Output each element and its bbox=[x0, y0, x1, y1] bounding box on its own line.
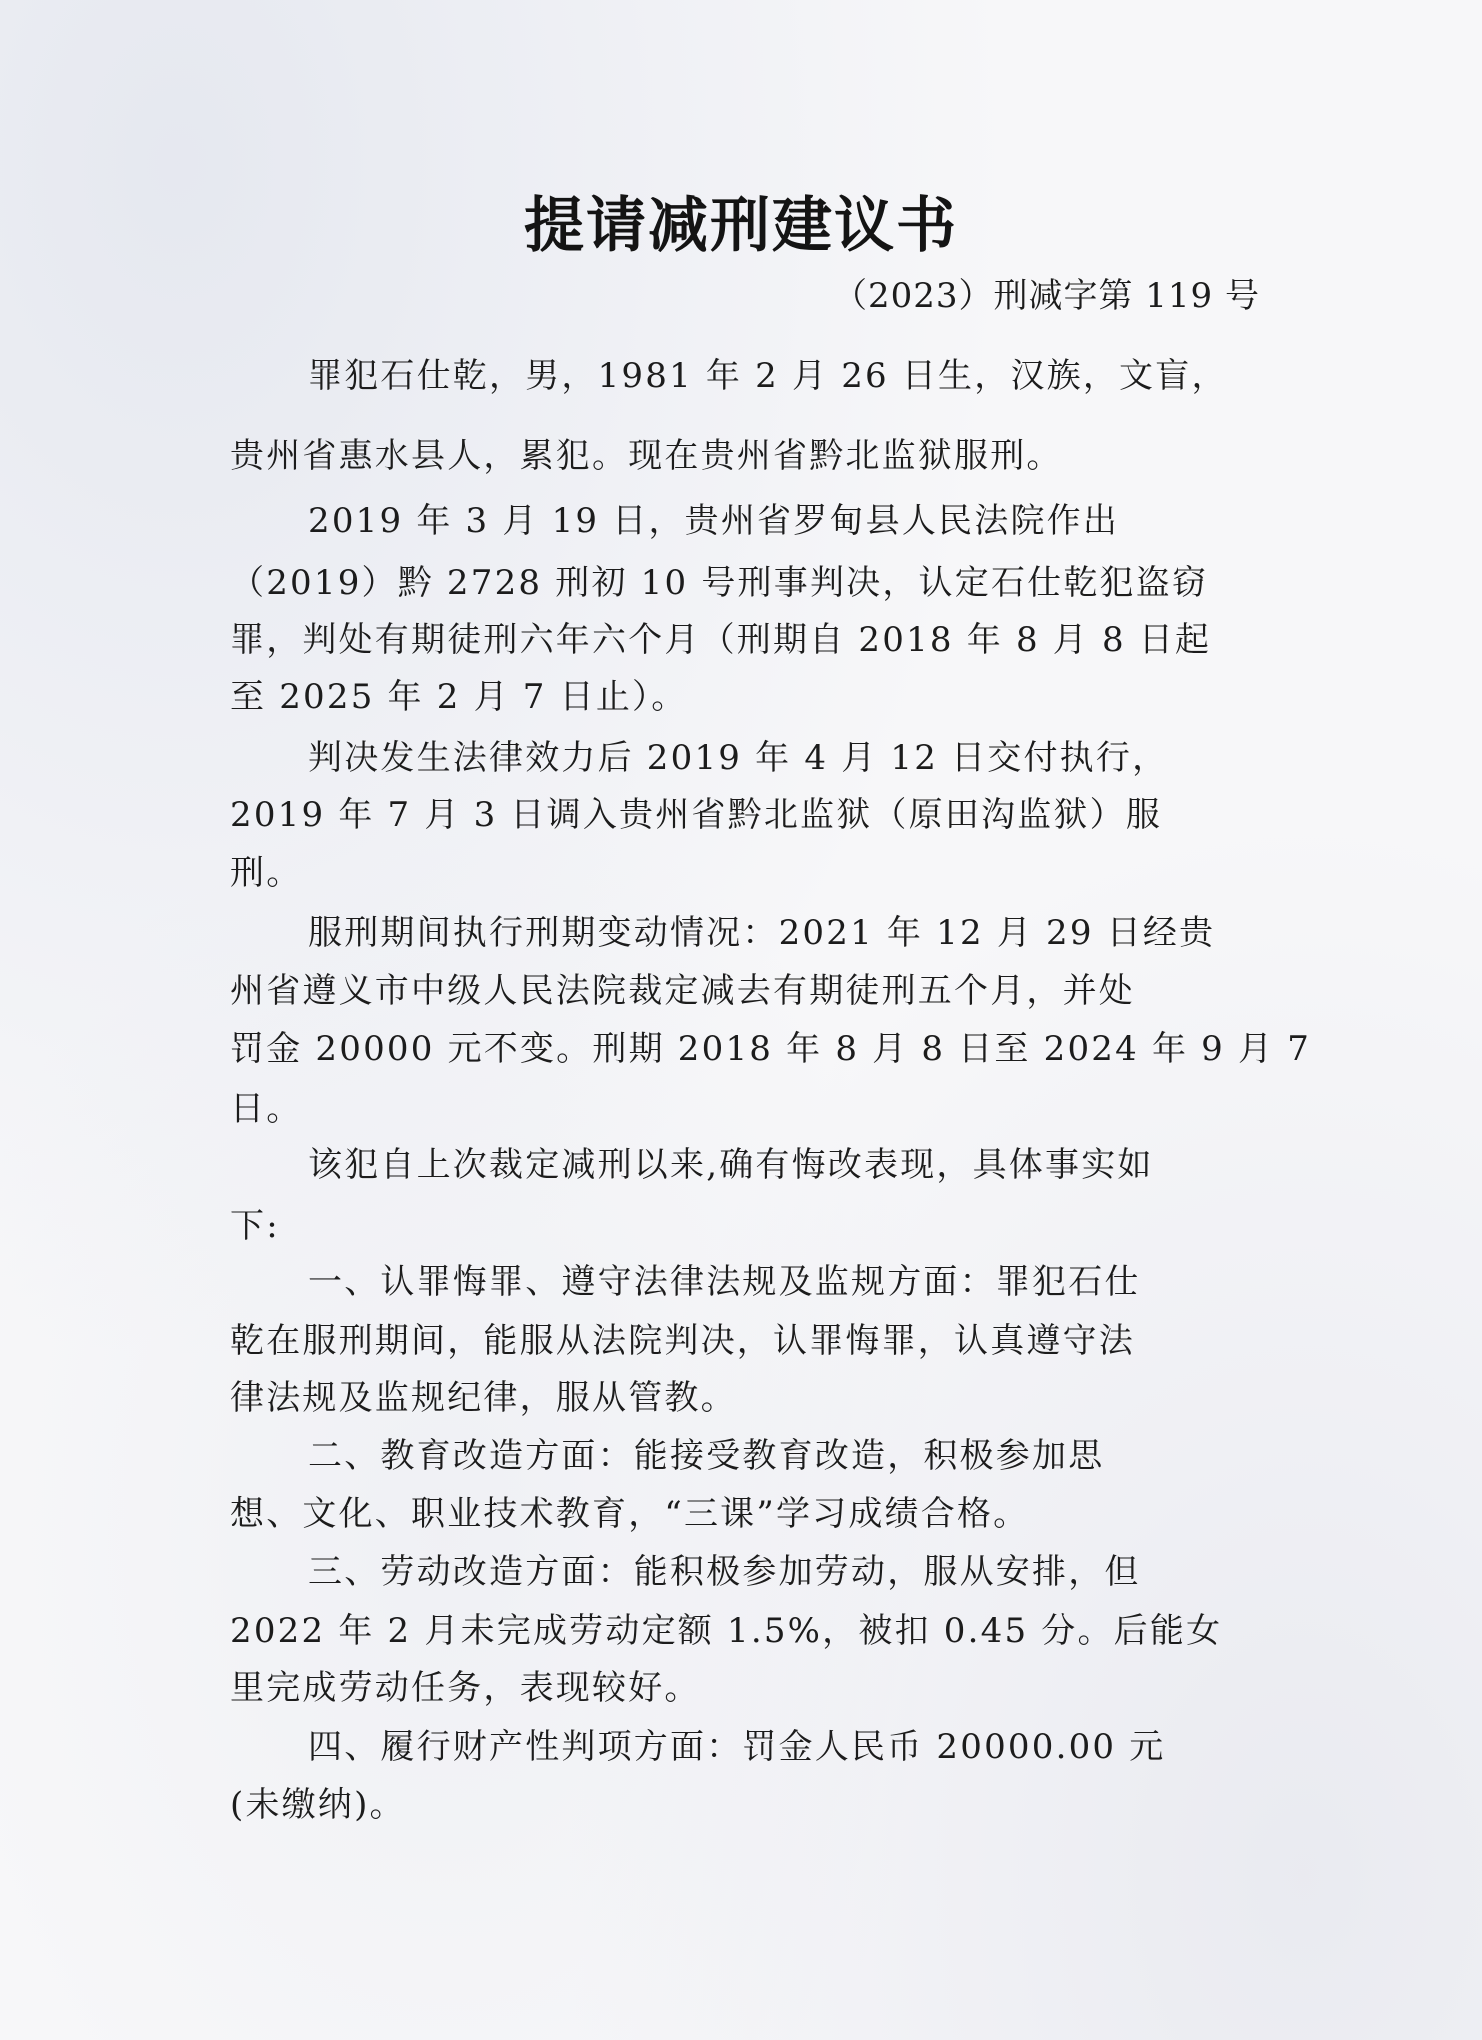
text-line: 罪，判处有期徒刑六年六个月（刑期自 2018 年 8 月 8 日起 bbox=[230, 620, 1212, 660]
text-line: 二、教育改造方面：能接受教育改造，积极参加思 bbox=[308, 1436, 1105, 1476]
text-line: 想、文化、职业技术教育，“三课”学习成绩合格。 bbox=[230, 1494, 1030, 1534]
text-line: 州省遵义市中级人民法院裁定减去有期徒刑五个月，并处 bbox=[230, 971, 1135, 1011]
text-line: 至 2025 年 2 月 7 日止）。 bbox=[230, 677, 688, 717]
text-line: 2022 年 2 月未完成劳动定额 1.5%，被扣 0.45 分。后能女 bbox=[230, 1611, 1223, 1651]
text-line: 该犯自上次裁定减刑以来,确有悔改表现，具体事实如 bbox=[308, 1145, 1154, 1185]
document-number: （2023）刑减字第 119 号 bbox=[832, 276, 1260, 316]
document-title: 提请减刑建议书 bbox=[524, 191, 958, 261]
text-line: (未缴纳)。 bbox=[230, 1785, 406, 1825]
text-line: 里完成劳动任务，表现较好。 bbox=[230, 1668, 701, 1708]
text-line: 三、劳动改造方面：能积极参加劳动，服从安排，但 bbox=[308, 1552, 1141, 1592]
text-line: 下: bbox=[230, 1206, 280, 1246]
text-line: 一、认罪悔罪、遵守法律法规及监规方面：罪犯石仕 bbox=[308, 1262, 1141, 1302]
text-line: 乾在服刑期间，能服从法院判决，认罪悔罪，认真遵守法 bbox=[230, 1321, 1135, 1361]
text-line: （2019）黔 2728 刑初 10 号刑事判决，认定石仕乾犯盗窃 bbox=[230, 563, 1209, 603]
text-line: 罪犯石仕乾，男，1981 年 2 月 26 日生，汉族，文盲， bbox=[308, 356, 1228, 396]
text-line: 律法规及监规纪律，服从管教。 bbox=[230, 1378, 737, 1418]
text-line: 刑。 bbox=[230, 853, 303, 893]
text-line: 罚金 20000 元不变。刑期 2018 年 8 月 8 日至 2024 年 9 月 7 bbox=[230, 1029, 1312, 1069]
text-line: 2019 年 3 月 19 日，贵州省罗甸县人民法院作出 bbox=[308, 501, 1120, 541]
text-line: 四、履行财产性判项方面：罚金人民币 20000.00 元 bbox=[308, 1727, 1166, 1767]
text-line: 判决发生法律效力后 2019 年 4 月 12 日交付执行， bbox=[308, 738, 1169, 778]
text-line: 2019 年 7 月 3 日调入贵州省黔北监狱（原田沟监狱）服 bbox=[230, 795, 1163, 835]
text-line: 贵州省惠水县人，累犯。现在贵州省黔北监狱服刑。 bbox=[230, 436, 1063, 476]
text-line: 服刑期间执行刑期变动情况：2021 年 12 月 29 日经贵 bbox=[308, 913, 1216, 953]
text-line: 日。 bbox=[230, 1089, 303, 1129]
